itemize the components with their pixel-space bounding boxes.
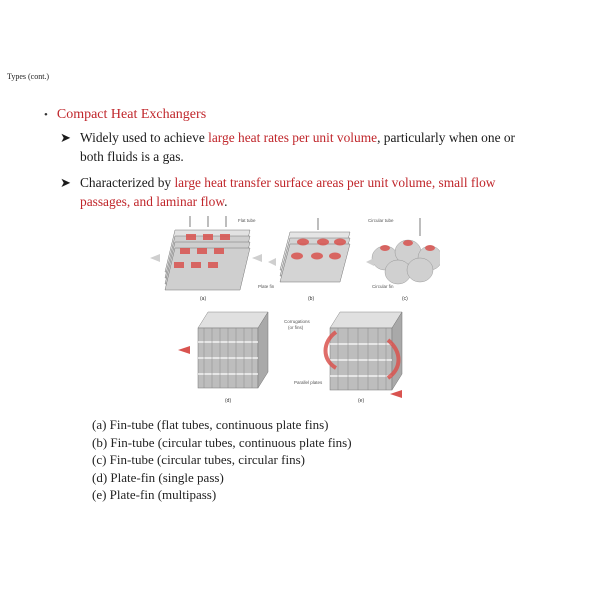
- label-corrugations: Corrugations: [284, 319, 310, 324]
- diagram-a: [150, 216, 262, 302]
- heat-exchanger-figure: [140, 210, 440, 405]
- caption-a: (a) Fin-tube (flat tubes, continuous plate fins): [92, 417, 329, 432]
- label-c: (c): [402, 296, 408, 302]
- caption-b: (b) Fin-tube (circular tubes, continuous plate fins): [92, 434, 352, 450]
- label-parallel-plates: Parallel plates: [294, 380, 323, 385]
- caption-e: (e) Plate-fin (multipass): [92, 487, 217, 502]
- label-a: (a): [200, 296, 207, 302]
- arrow-bullet-icon: ➤: [60, 175, 71, 190]
- label-flat-tube: Flat tube: [238, 218, 256, 223]
- slide-header: Types (cont.): [7, 72, 50, 81]
- diagram-d: [178, 312, 268, 404]
- label-d: (d): [225, 398, 232, 404]
- sub-bullet-2-text: Characterized by large heat transfer surface areas per unit volume, small flow passages, and laminar flow.: [80, 175, 496, 209]
- diagram-e: [284, 312, 402, 404]
- diagram-c: [366, 218, 440, 302]
- caption-c: (c) Fin-tube (circular tubes, circular fins): [92, 452, 305, 467]
- highlight-text: large heat rates per unit volume: [208, 130, 378, 145]
- bullet-title: Compact Heat Exchangers: [56, 107, 207, 122]
- label-e: (e): [358, 398, 365, 404]
- sub-bullet-1-text: Widely used to achieve large heat rates per unit volume, particularly when one or both fluids is a gas.: [80, 130, 516, 164]
- label-b: (b): [308, 296, 315, 302]
- arrow-bullet-icon: ➤: [60, 130, 71, 145]
- diagram-b: [258, 218, 350, 302]
- label-circular-fin: Circular fin: [372, 284, 394, 289]
- main-bullet: [44, 107, 206, 123]
- caption-d: (d) Plate-fin (single pass): [92, 469, 224, 485]
- figure-captions: [92, 416, 352, 504]
- label-circular-tube: Circular tube: [368, 218, 394, 223]
- label-or-fins: (or fins): [288, 325, 304, 330]
- label-plate-fin: Plate fin: [258, 284, 275, 289]
- highlight-text: large heat transfer surface areas per unit volume, small flow passages, and laminar flow: [80, 175, 496, 209]
- bullet-dot-icon: •: [44, 109, 48, 121]
